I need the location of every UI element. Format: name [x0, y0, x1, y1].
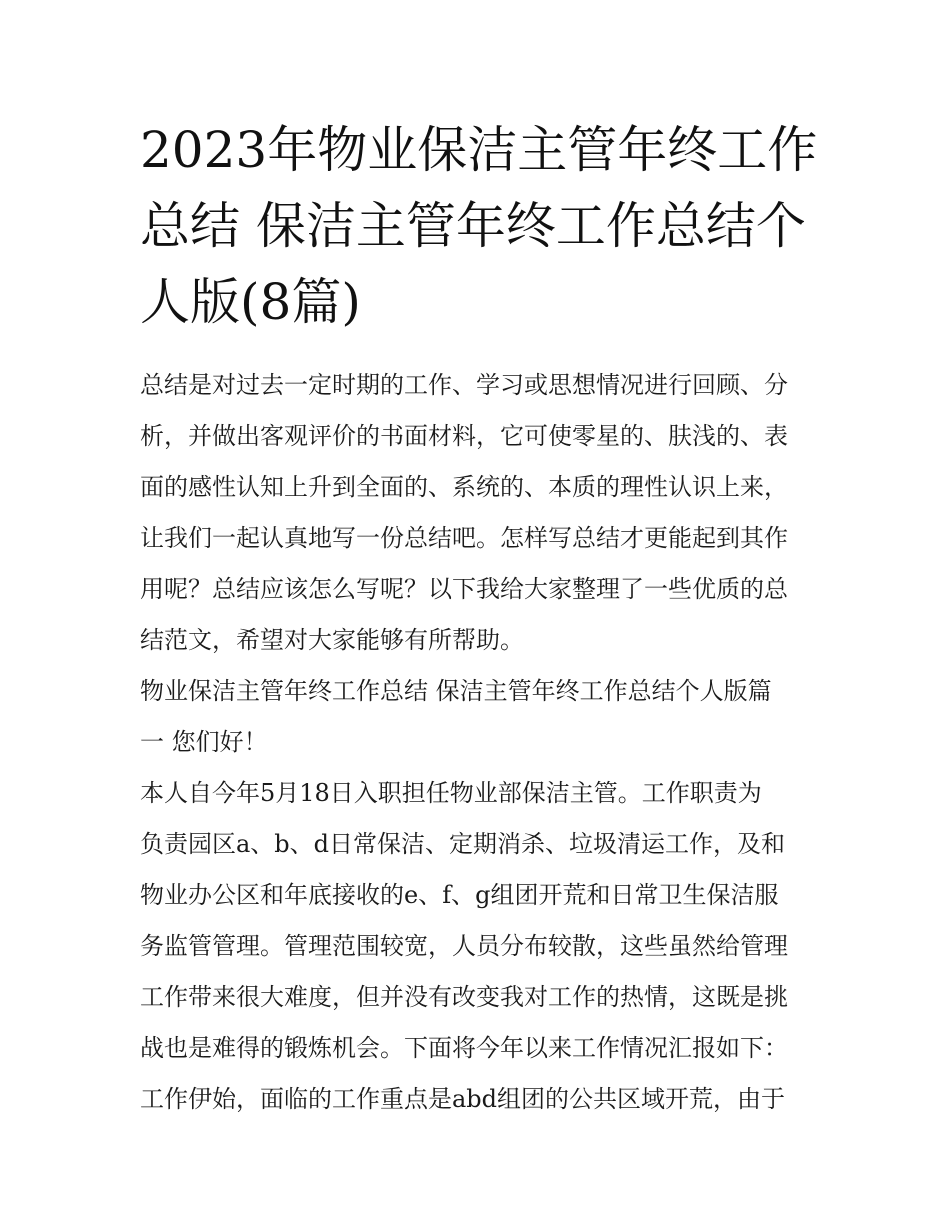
- body-line-14: 战也是难得的锻炼机会。下面将今年以来工作情况汇报如下：: [140, 1034, 788, 1062]
- title-line-2: 总结 保洁主管年终工作总结个: [140, 197, 806, 255]
- section-heading-line-1: 物业保洁主管年终工作总结 保洁主管年终工作总结个人版篇: [140, 677, 772, 705]
- body-line-6: 结范文，希望对大家能够有所帮助。: [140, 626, 524, 654]
- body-line-2: 析，并做出客观评价的书面材料，它可使零星的、肤浅的、表: [140, 422, 788, 450]
- body-line-10: 负责园区a、b、d日常保洁、定期消杀、垃圾清运工作，及和: [140, 830, 786, 858]
- body-line-1: 总结是对过去一定时期的工作、学习或思想情况进行回顾、分: [140, 371, 788, 399]
- body-line-12: 务监管管理。管理范围较宽，人员分布较散，这些虽然给管理: [140, 932, 788, 960]
- body-line-3: 面的感性认知上升到全面的、系统的、本质的理性认识上来，: [140, 473, 788, 501]
- section-heading-line-2: 一 您们好！: [140, 728, 268, 756]
- title-line-1: 2023年物业保洁主管年终工作: [140, 121, 818, 179]
- title-line-3: 人版(8篇): [140, 273, 361, 331]
- body-line-15: 工作伊始，面临的工作重点是abd组团的公共区域开荒，由于: [140, 1085, 786, 1113]
- document-body: [140, 360, 812, 1125]
- document-page: [140, 112, 818, 1125]
- body-line-11: 物业办公区和年底接收的e、f、g组团开荒和日常卫生保洁服: [140, 881, 779, 909]
- body-line-13: 工作带来很大难度，但并没有改变我对工作的热情，这既是挑: [140, 983, 788, 1011]
- document-title: [140, 112, 818, 340]
- body-line-5: 用呢？总结应该怎么写呢？以下我给大家整理了一些优质的总: [140, 575, 788, 603]
- body-line-4: 让我们一起认真地写一份总结吧。怎样写总结才更能起到其作: [140, 524, 788, 552]
- body-line-9: 本人自今年5月18日入职担任物业部保洁主管。工作职责为: [140, 779, 762, 807]
